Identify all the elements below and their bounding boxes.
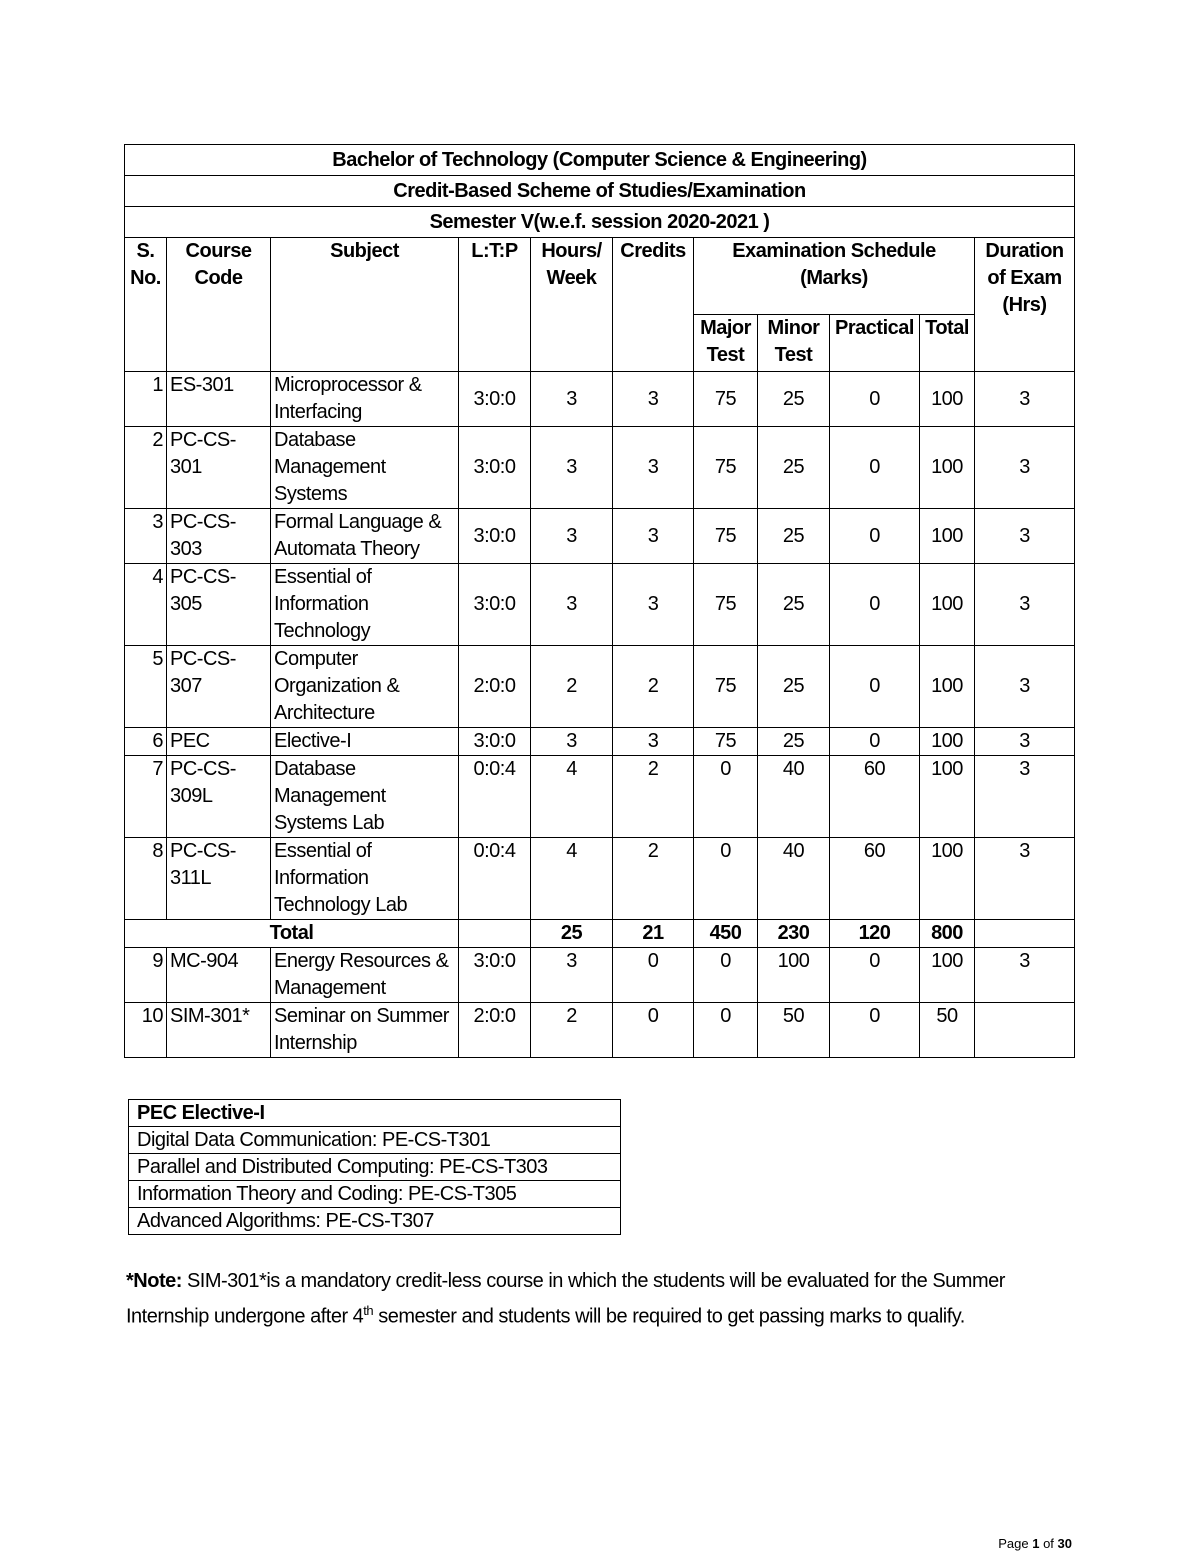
row-duration: 3: [975, 372, 1075, 427]
row-subject: Seminar on Summer Internship: [271, 1003, 459, 1058]
row-credits: 3: [613, 427, 694, 509]
row-hours: 4: [531, 838, 613, 920]
row-credits: 2: [613, 646, 694, 728]
row-ltp: 0:0:4: [459, 838, 531, 920]
row-sno: 6: [125, 728, 167, 756]
pec-item: Information Theory and Coding: PE-CS-T305: [129, 1181, 621, 1208]
row-duration: [975, 1003, 1075, 1058]
row-major: 75: [694, 564, 758, 646]
row-course-code: PEC: [167, 728, 271, 756]
page-number: 1: [1032, 1536, 1040, 1551]
total-major: 450: [694, 920, 758, 948]
table-row: [125, 728, 1075, 756]
row-major: 75: [694, 372, 758, 427]
row-hours: 3: [531, 948, 613, 1003]
col-total: Total: [920, 315, 975, 372]
row-credits: 2: [613, 838, 694, 920]
total-practical: 120: [830, 920, 920, 948]
row-duration: 3: [975, 948, 1075, 1003]
row-practical: 0: [830, 372, 920, 427]
total-hours: 25: [531, 920, 613, 948]
row-sno: 2: [125, 427, 167, 509]
pec-title: PEC Elective-I: [129, 1100, 621, 1127]
row-subject: Essential of Information Technology: [271, 564, 459, 646]
row-minor: 25: [758, 646, 830, 728]
row-minor: 25: [758, 728, 830, 756]
row-sno: 7: [125, 756, 167, 838]
table-row: [125, 646, 1075, 728]
page-total: 30: [1057, 1536, 1072, 1551]
row-practical: 0: [830, 948, 920, 1003]
page-word: Page: [998, 1536, 1029, 1551]
table-row: [125, 756, 1075, 838]
total-ltp: [459, 920, 531, 948]
total-row: [125, 920, 1075, 948]
row-course-code: PC-CS-303: [167, 509, 271, 564]
scheme-title: Credit-Based Scheme of Studies/Examination: [125, 176, 1075, 207]
col-duration: Duration of Exam (Hrs): [975, 238, 1075, 372]
pec-item: Advanced Algorithms: PE-CS-T307: [129, 1208, 621, 1235]
row-course-code: SIM-301*: [167, 1003, 271, 1058]
table-row: [125, 948, 1075, 1003]
row-ltp: 0:0:4: [459, 756, 531, 838]
row-major: 75: [694, 728, 758, 756]
row-total: 100: [920, 646, 975, 728]
row-practical: 0: [830, 728, 920, 756]
total-total: 800: [920, 920, 975, 948]
note-paragraph: [126, 1267, 1046, 1332]
row-course-code: ES-301: [167, 372, 271, 427]
row-course-code: PC-CS-311L: [167, 838, 271, 920]
col-minor-test: Minor Test: [758, 315, 830, 372]
col-hours: Hours/ Week: [531, 238, 613, 372]
row-hours: 2: [531, 646, 613, 728]
col-ltp: L:T:P: [459, 238, 531, 372]
note-text: SIM-301*is a mandatory credit-less course in which the students will be evaluated for the Summer Internship undergone after 4: [126, 1270, 1005, 1328]
row-course-code: PC-CS-307: [167, 646, 271, 728]
row-minor: 40: [758, 838, 830, 920]
col-practical: Practical: [830, 315, 920, 372]
row-sno: 8: [125, 838, 167, 920]
row-credits: 2: [613, 756, 694, 838]
row-practical: 0: [830, 564, 920, 646]
col-credits: Credits: [613, 238, 694, 372]
row-duration: 3: [975, 564, 1075, 646]
row-major: 0: [694, 1003, 758, 1058]
row-total: 100: [920, 509, 975, 564]
row-hours: 2: [531, 1003, 613, 1058]
row-sno: 9: [125, 948, 167, 1003]
row-total: 100: [920, 838, 975, 920]
row-subject: Energy Resources & Management: [271, 948, 459, 1003]
row-minor: 25: [758, 427, 830, 509]
row-practical: 0: [830, 1003, 920, 1058]
row-major: 0: [694, 838, 758, 920]
row-credits: 3: [613, 728, 694, 756]
row-course-code: MC-904: [167, 948, 271, 1003]
row-ltp: 2:0:0: [459, 1003, 531, 1058]
row-total: 100: [920, 948, 975, 1003]
course-rows: [125, 372, 1075, 920]
total-duration: [975, 920, 1075, 948]
pec-elective-table: [128, 1099, 621, 1235]
total-label: Total: [125, 920, 459, 948]
row-sno: 10: [125, 1003, 167, 1058]
row-major: 75: [694, 509, 758, 564]
table-row: [125, 1003, 1075, 1058]
row-subject: Computer Organization & Architecture: [271, 646, 459, 728]
note-text-end: semester and students will be required to get passing marks to qualify.: [373, 1305, 965, 1328]
row-credits: 3: [613, 509, 694, 564]
row-hours: 3: [531, 509, 613, 564]
row-credits: 0: [613, 948, 694, 1003]
row-subject: Microprocessor & Interfacing: [271, 372, 459, 427]
row-course-code: PC-CS-305: [167, 564, 271, 646]
row-total: 100: [920, 372, 975, 427]
scheme-table: [124, 144, 1075, 1058]
row-total: 100: [920, 756, 975, 838]
col-subject: Subject: [271, 238, 459, 372]
row-total: 50: [920, 1003, 975, 1058]
note-label: *Note:: [126, 1270, 182, 1292]
row-duration: 3: [975, 427, 1075, 509]
row-major: 0: [694, 948, 758, 1003]
row-credits: 3: [613, 372, 694, 427]
semester-title: Semester V(w.e.f. session 2020-2021 ): [125, 207, 1075, 238]
col-sno: S. No.: [125, 238, 167, 372]
row-course-code: PC-CS-301: [167, 427, 271, 509]
table-row: [125, 372, 1075, 427]
table-row: [125, 427, 1075, 509]
row-duration: 3: [975, 838, 1075, 920]
row-sno: 1: [125, 372, 167, 427]
row-ltp: 2:0:0: [459, 646, 531, 728]
row-ltp: 3:0:0: [459, 948, 531, 1003]
row-minor: 25: [758, 509, 830, 564]
extra-course-rows: [125, 948, 1075, 1058]
table-row: [125, 564, 1075, 646]
row-total: 100: [920, 427, 975, 509]
note-superscript: th: [363, 1303, 374, 1318]
row-practical: 0: [830, 509, 920, 564]
row-credits: 0: [613, 1003, 694, 1058]
col-course-code: Course Code: [167, 238, 271, 372]
row-minor: 50: [758, 1003, 830, 1058]
row-major: 0: [694, 756, 758, 838]
row-ltp: 3:0:0: [459, 564, 531, 646]
row-major: 75: [694, 646, 758, 728]
row-sno: 4: [125, 564, 167, 646]
row-sno: 5: [125, 646, 167, 728]
row-hours: 3: [531, 372, 613, 427]
row-hours: 3: [531, 728, 613, 756]
row-total: 100: [920, 564, 975, 646]
row-course-code: PC-CS-309L: [167, 756, 271, 838]
total-credits: 21: [613, 920, 694, 948]
row-sno: 3: [125, 509, 167, 564]
row-hours: 3: [531, 427, 613, 509]
table-row: [125, 509, 1075, 564]
row-duration: 3: [975, 728, 1075, 756]
row-subject: Database Management Systems Lab: [271, 756, 459, 838]
row-subject: Essential of Information Technology Lab: [271, 838, 459, 920]
row-credits: 3: [613, 564, 694, 646]
page-footer: [998, 1536, 1072, 1551]
col-major-test: Major Test: [694, 315, 758, 372]
program-title: Bachelor of Technology (Computer Science & Engineering): [125, 145, 1075, 176]
row-ltp: 3:0:0: [459, 509, 531, 564]
row-subject: Elective-I: [271, 728, 459, 756]
row-major: 75: [694, 427, 758, 509]
row-hours: 3: [531, 564, 613, 646]
row-practical: 0: [830, 427, 920, 509]
pec-item: Digital Data Communication: PE-CS-T301: [129, 1127, 621, 1154]
row-hours: 4: [531, 756, 613, 838]
row-total: 100: [920, 728, 975, 756]
row-minor: 25: [758, 372, 830, 427]
row-subject: Database Management Systems: [271, 427, 459, 509]
row-ltp: 3:0:0: [459, 427, 531, 509]
row-duration: 3: [975, 646, 1075, 728]
row-minor: 100: [758, 948, 830, 1003]
row-practical: 60: [830, 756, 920, 838]
row-ltp: 3:0:0: [459, 728, 531, 756]
table-row: [125, 838, 1075, 920]
of-word: of: [1043, 1536, 1054, 1551]
row-duration: 3: [975, 756, 1075, 838]
row-minor: 25: [758, 564, 830, 646]
total-minor: 230: [758, 920, 830, 948]
row-minor: 40: [758, 756, 830, 838]
pec-item: Parallel and Distributed Computing: PE-CS-T303: [129, 1154, 621, 1181]
row-ltp: 3:0:0: [459, 372, 531, 427]
row-subject: Formal Language & Automata Theory: [271, 509, 459, 564]
col-exam-schedule: Examination Schedule (Marks): [694, 238, 975, 315]
row-duration: 3: [975, 509, 1075, 564]
row-practical: 60: [830, 838, 920, 920]
row-practical: 0: [830, 646, 920, 728]
